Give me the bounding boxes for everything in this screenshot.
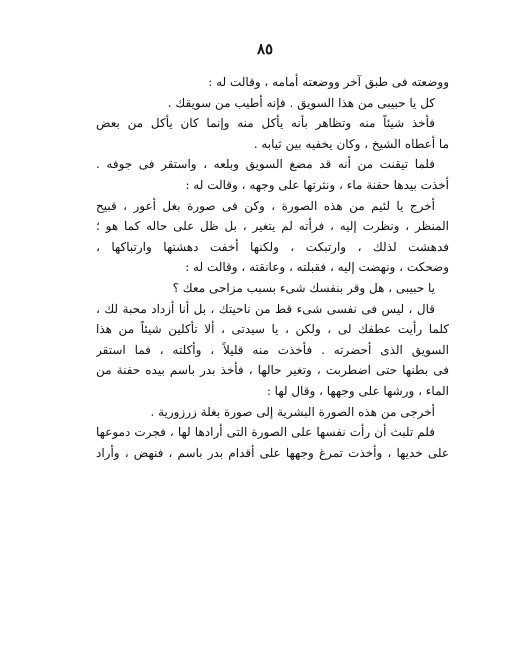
text-line: أخرج يا لئيم من هذه الصورة ، وكن فى صورة بغل أعور ، قبيح — [96, 198, 435, 213]
text-line: فلم تلبث أن رأت نفسها على الصورة التى أرادها لها ، فجرت دموعها — [96, 425, 435, 440]
text-line: كل يا حبيبى من هذا السويق . فإنه أطيب من سويقك . — [167, 95, 435, 110]
text-line: على خديها ، وأخذت تمرغ وجهها على أقدام بدر باسم ، فنهض ، وأراد — [96, 445, 449, 460]
text-line: أخذت بيدها حفنة ماء ، ونثرتها على وجهه ، وقالت له : — [185, 177, 449, 192]
text-line: الماء ، ورشها على وجهها ، وقال لها : — [266, 383, 449, 398]
text-line: كلما رأيت عطفك لى ، ولكن ، يا سيدتى ، ألا تأكلين شيئاً من هذا — [96, 322, 449, 337]
text-line: السويق الذى أحضرته . فأخذت منه قليلاً ، وأكلته ، فما استقر — [96, 342, 449, 357]
text-line: يا حبيبى ، هل وقر بنفسك شىء بسبب مزاحى معك ؟ — [172, 280, 435, 295]
page-number: ٨٥ — [256, 40, 274, 58]
text-line: المنظر ، ونظرت إليه ، فرأته لم يتغير ، بل ظل على حاله كما هو ؛ — [96, 219, 449, 234]
text-line: فدهشت لذلك ، وارتبكت ، ولكنها أخفت دهشتها وارتباكها ، — [96, 239, 449, 254]
text-line: فلما تيقنت من أنه قد مضغ السويق وبلعه ، واستقر فى جوفه . — [96, 157, 435, 172]
text-line: فى بطنها حتى اضطربت ، وتغير حالها ، فأخذ بدر باسم بيده حفنة من — [96, 363, 449, 378]
text-line: قال ، ليس فى نفسى شىء قط من ناحيتك ، بل أنا أزداد محبة لك ، — [96, 301, 435, 316]
text-line: أخرجى من هذه الصورة البشرية إلى صورة بغلة زرزورية . — [150, 404, 435, 419]
text-line: ما أعطاه الشيخ ، وكان يخفيه بين ثيابه . — [253, 136, 449, 151]
text-line: ووضعته فى طبق آخر ووضعته أمامه ، وقالت له : — [208, 75, 449, 89]
body-text — [96, 72, 449, 463]
text-line: وضحكت ، ونهضت إليه ، فقبلته ، وعانقته ، وقالت له : — [185, 260, 449, 275]
text-line: فأخذ شيئاً منه وتظاهر بأنه يأكل منه وإنما كان يأكل من بعض — [96, 116, 435, 131]
